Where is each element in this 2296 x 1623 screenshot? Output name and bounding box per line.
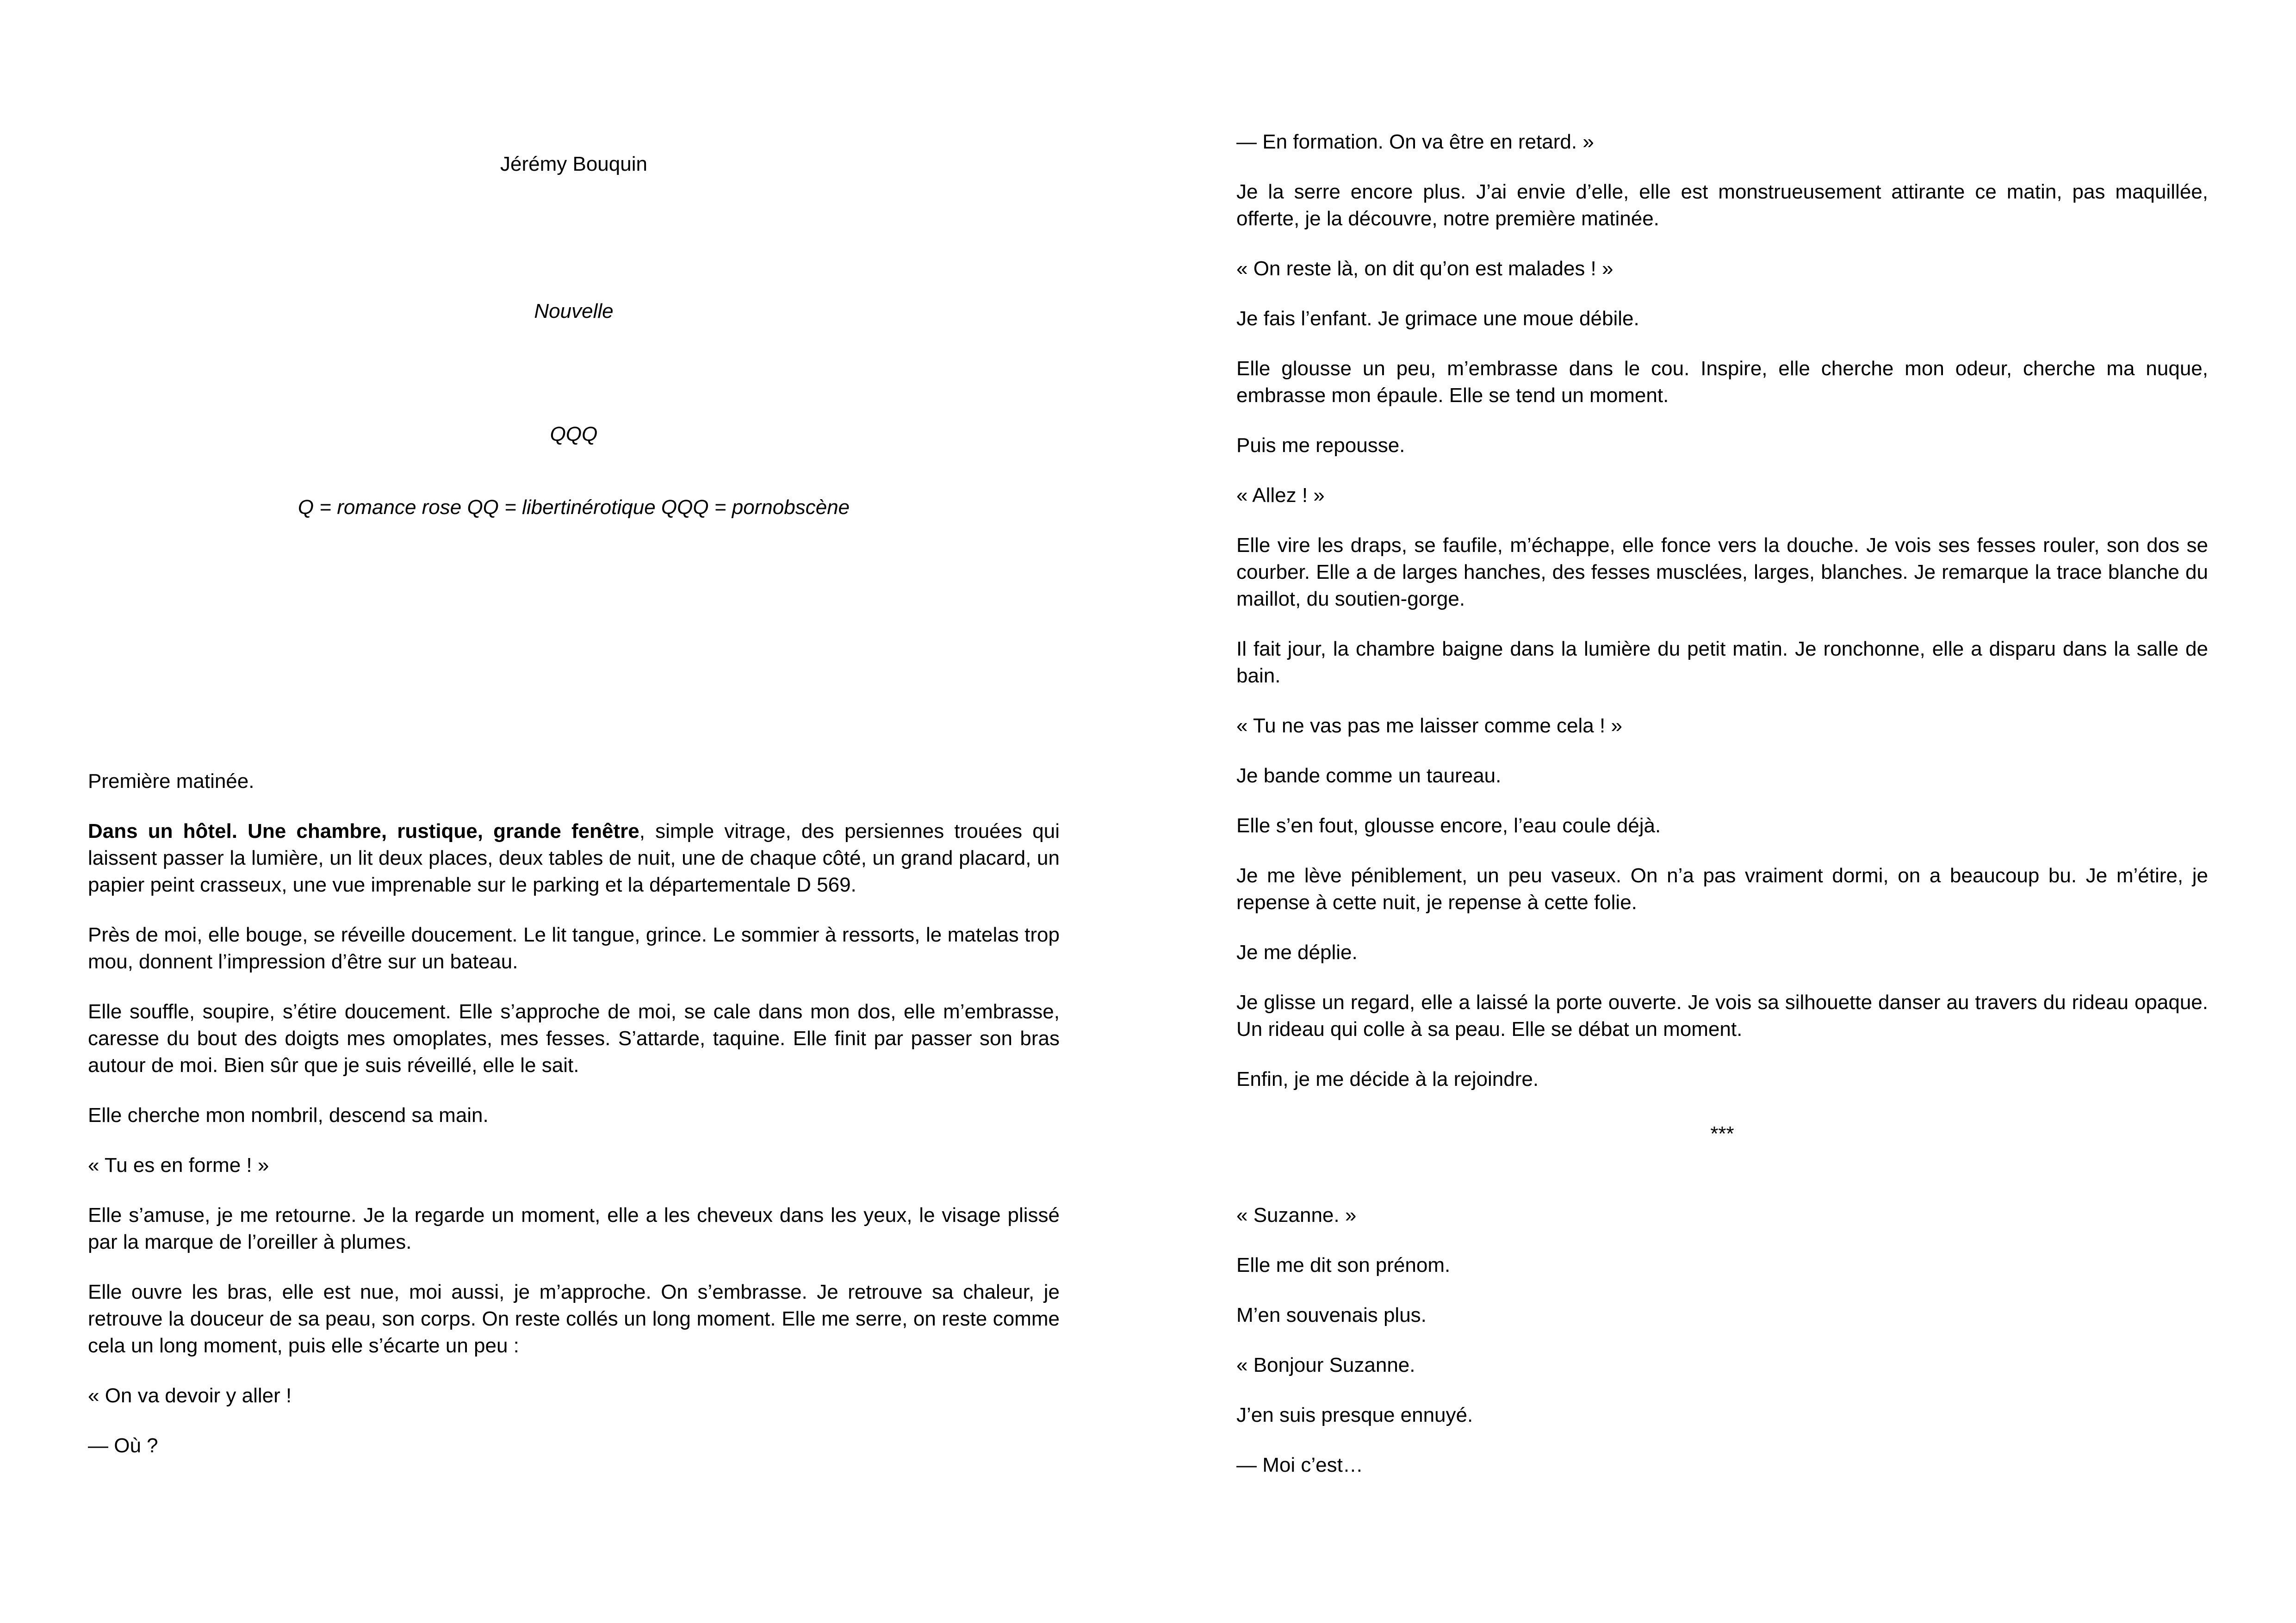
paragraph: Près de moi, elle bouge, se réveille doucement. Le lit tangue, grince. Le sommier à ressorts, le matelas trop mou, donnent l’impression d’être sur un bateau. bbox=[88, 923, 1060, 973]
left-body-text bbox=[88, 768, 1060, 1482]
paragraph: Je me lève péniblement, un peu vaseux. On n’a pas vraiment dormi, on a beaucoup bu. Je m’étire, je repense à cette nuit, je repense à cette folie. bbox=[1236, 864, 2208, 914]
paragraph: Je glisse un regard, elle a laissé la porte ouverte. Je vois sa silhouette danser au travers du rideau opaque. Un rideau qui colle à sa peau. Elle se débat un moment. bbox=[1236, 991, 2208, 1041]
paragraph: Je fais l’enfant. Je grimace une moue débile. bbox=[1236, 307, 1639, 330]
author-name: Jérémy Bouquin bbox=[500, 153, 647, 175]
paragraph: « Tu ne vas pas me laisser comme cela ! » bbox=[1236, 714, 1622, 737]
paragraph: — Où ? bbox=[88, 1434, 158, 1457]
paragraph: « Bonjour Suzanne. bbox=[1236, 1354, 1415, 1376]
paragraph: Je me déplie. bbox=[1236, 941, 1358, 964]
paragraph: Elle vire les draps, se faufile, m’échappe, elle fonce vers la douche. Je vois ses fesses rouler, son dos se courber. Elle a de larges hanches, des fesses musclées, larges, blanches. Je remarque la trace blanche du maillot, du soutien-gorge. bbox=[1236, 534, 2208, 610]
paragraph: Elle souffle, soupire, s’étire doucement. Elle s’approche de moi, se cale dans mon dos, elle m’embrasse, caresse du bout des doigts mes omoplates, mes fesses. S’attarde, taquine. Elle finit par passer son bras autour de moi. Bien sûr que je suis réveillé, elle le sait. bbox=[88, 1000, 1060, 1077]
paragraph: Elle cherche mon nombril, descend sa main. bbox=[88, 1104, 489, 1127]
paragraph: Enfin, je me décide à la rejoindre. bbox=[1236, 1068, 1539, 1090]
paragraph: « On va devoir y aller ! bbox=[88, 1384, 292, 1407]
paragraph: Dans un hôtel. Une chambre, rustique, grande fenêtre, simple vitrage, des persiennes trouées qui laissent passer la lumière, un lit deux places, deux tables de nuit, une de chaque côté, un grand placard, un papier peint crasseux, une vue imprenable sur le parking et la départementale D 569. bbox=[88, 820, 1060, 896]
paragraph: « Tu es en forme ! » bbox=[88, 1154, 269, 1177]
paragraph: Elle s’amuse, je me retourne. Je la regarde un moment, elle a les cheveux dans les yeux, le visage plissé par la marque de l’oreiller à plumes. bbox=[88, 1204, 1060, 1253]
paragraph: Elle ouvre les bras, elle est nue, moi aussi, je m’approche. On s’embrasse. Je retrouve sa chaleur, je retrouve la douceur de sa peau, son corps. On reste collés un long moment. Elle me serre, on reste comme cela un long moment, puis elle s’écarte un peu : bbox=[88, 1281, 1060, 1357]
right-page bbox=[1236, 0, 2208, 1623]
right-body-text bbox=[1236, 129, 2208, 1502]
scene-separator: *** bbox=[1710, 1122, 1734, 1145]
paragraph: Il fait jour, la chambre baigne dans la lumière du petit matin. Je ronchonne, elle a disparu dans la salle de bain. bbox=[1236, 638, 2208, 687]
rating-legend: Q = romance rose QQ = libertinérotique QQQ = pornobscène bbox=[298, 496, 850, 519]
left-page bbox=[88, 0, 1060, 1623]
rating-label: QQQ bbox=[550, 423, 598, 446]
paragraph: — En formation. On va être en retard. » bbox=[1236, 130, 1594, 153]
paragraph: Je bande comme un taureau. bbox=[1236, 764, 1502, 787]
genre-label: Nouvelle bbox=[534, 300, 614, 322]
paragraph: Elle me dit son prénom. bbox=[1236, 1254, 1451, 1276]
paragraph: — Moi c’est… bbox=[1236, 1454, 1363, 1476]
paragraph: « Suzanne. » bbox=[1236, 1204, 1357, 1227]
paragraph: « On reste là, on dit qu’on est malades ! » bbox=[1236, 257, 1613, 280]
paragraph: Je la serre encore plus. J’ai envie d’elle, elle est monstrueusement attirante ce matin, pas maquillée, offerte, je la découvre, notre première matinée. bbox=[1236, 180, 2208, 230]
paragraph: J’en suis presque ennuyé. bbox=[1236, 1404, 1473, 1426]
paragraph: Première matinée. bbox=[88, 770, 254, 793]
bold-lead: Dans un hôtel. Une chambre, rustique, grande fenêtre bbox=[88, 820, 639, 842]
paragraph: Elle s’en fout, glousse encore, l’eau coule déjà. bbox=[1236, 814, 1661, 837]
paragraph: Puis me repousse. bbox=[1236, 434, 1405, 457]
paragraph: « Allez ! » bbox=[1236, 484, 1325, 507]
paragraph: M’en souvenais plus. bbox=[1236, 1304, 1427, 1326]
paragraph: Elle glousse un peu, m’embrasse dans le cou. Inspire, elle cherche mon odeur, cherche ma nuque, embrasse mon épaule. Elle se tend un moment. bbox=[1236, 357, 2208, 407]
